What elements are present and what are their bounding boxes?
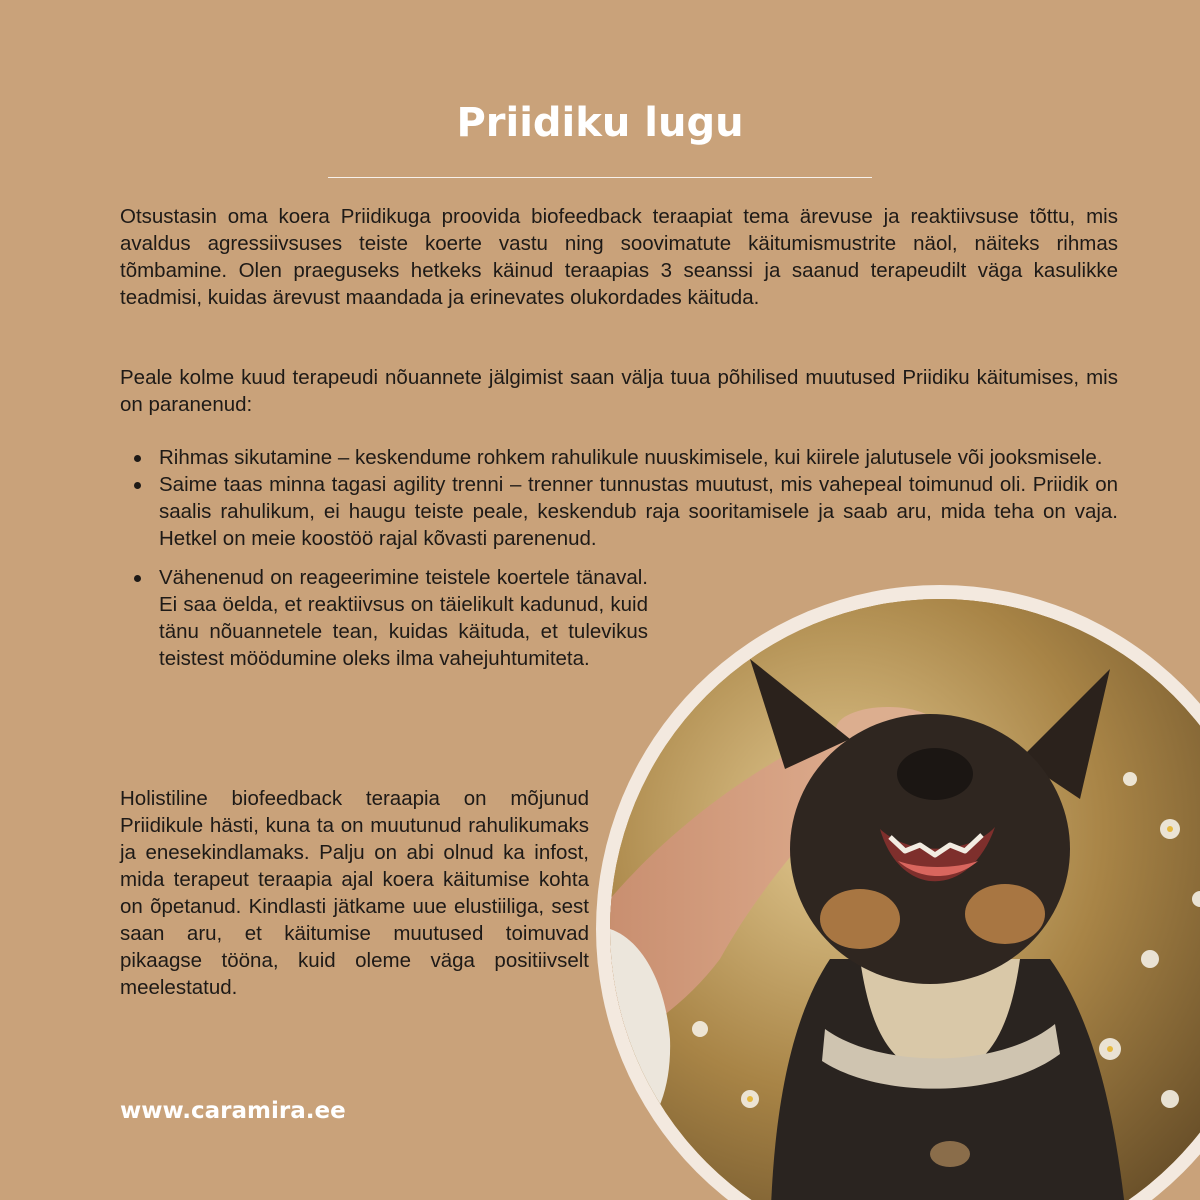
title-divider bbox=[328, 177, 872, 178]
dog-illustration bbox=[610, 599, 1200, 1200]
list-item: Rihmas sikutamine – keskendume rohkem rahulikule nuuskimisele, kui kiirele jalutusele või jooksmisele. bbox=[120, 444, 1118, 471]
page-title: Priidiku lugu bbox=[456, 100, 744, 146]
list-item: Vähenenud on reageerimine teistele koertele tänaval. Ei saa öelda, et reaktiivsus on täielikult kadunud, kuid tänu nõuannetele tean, kuidas käituda, et tulevikus teistest möödumine oleks ilma vahejuhtumiteta. bbox=[120, 564, 648, 672]
intro-paragraph: Otsustasin oma koera Priidikuga proovida biofeedback teraapiat tema ärevuse ja reaktiivsuse tõttu, mis avaldus agressiivsuses teiste koerte vastu ning soovimatute käitumismustrite näol, näiteks rihmas tõmbamine. Olen praeguseks hetkeks käinud teraapias 3 seanssi ja saanud terapeudilt väga kasulikke teadmisi, kuidas ärevust maandada ja erinevates olukordades käituda. bbox=[120, 205, 1118, 309]
website-link[interactable]: www.caramira.ee bbox=[120, 1098, 346, 1124]
lead-paragraph: Peale kolme kuud terapeudi nõuannete jälgimist saan välja tuua põhilised muutused Priidiku käitumises, mis on paranenud: bbox=[120, 366, 1118, 416]
dog-photo bbox=[610, 599, 1200, 1200]
list-item: Saime taas minna tagasi agility trenni – trenner tunnustas muutust, mis vahepeal toimunud oli. Priidik on saalis rahulikum, ei haugu teiste peale, keskendub raja sooritamisele ja saab aru, mida teha on vaja. Hetkel on meie koostöö rajal kõvasti parenenud. bbox=[120, 471, 1118, 552]
conclusion-paragraph: Holistiline biofeedback teraapia on mõjunud Priidikule hästi, kuna ta on muutunud rahulikumaks ja enesekindlamaks. Palju on abi olnud ka infost, mida terapeut teraapia ajal koera käitumise kohta on õpetanud. Kindlasti jätkame uue elustiiliga, sest saan aru, et käitumise muutused toimuvad pikaagse tööna, kuid oleme väga positiivselt meelestatud. bbox=[120, 787, 589, 999]
